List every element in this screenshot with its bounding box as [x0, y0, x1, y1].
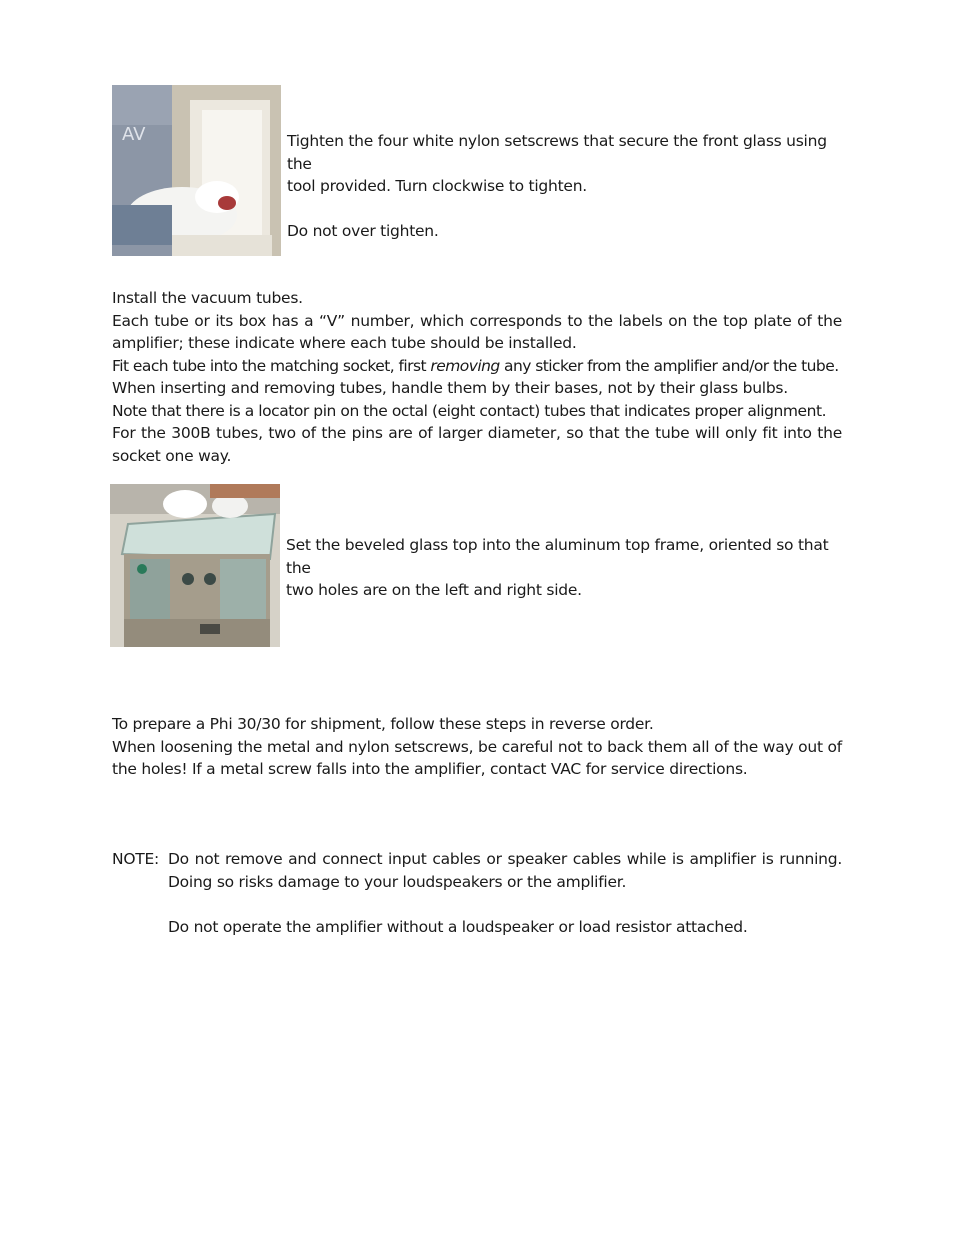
tubes-paragraph-locator-pin: Note that there is a locator pin on the octal (eight contact) tubes that indicates proper alignment.: [112, 401, 827, 420]
tubes-paragraph-fit: [112, 355, 842, 378]
tubes-paragraph-handling: When inserting and removing tubes, handle them by their bases, not by their glass bulbs.: [112, 379, 788, 397]
photo-illustration-1: [112, 85, 281, 256]
photo-illustration-2: [110, 484, 280, 647]
setscrew-instruction-line-1: Tighten the four white nylon setscrews that secure the front glass using the: [287, 132, 827, 173]
setscrew-caution-paragraph: When loosening the metal and nylon setscrews, be careful not to back them all of the way out of the holes! If a metal screw falls into the amplifier, contact VAC for service directions.: [112, 737, 842, 778]
tubes-paragraph-v-number: Each tube or its box has a “V” number, which corresponds to the labels on the top plate of the amplifier; these indicate where each tube should be installed.: [112, 311, 842, 352]
tubes-paragraph-300b: For the 300B tubes, two of the pins are of larger diameter, so that the tube will only fit into the socket one way.: [112, 424, 842, 465]
svg-text:AV: AV: [122, 124, 146, 145]
setscrew-instruction-line-2: tool provided. Turn clockwise to tighten.: [287, 177, 587, 195]
tubes-heading: Install the vacuum tubes.: [112, 289, 303, 307]
tubes-fit-text-b: any sticker from the amplifier and/or the tube.: [499, 356, 839, 375]
tubes-fit-text-a: Fit each tube into the matching socket, first: [112, 356, 431, 375]
glass-top-instruction-line-1: Set the beveled glass top into the aluminum top frame, oriented so that the: [286, 536, 829, 577]
shipment-paragraph: To prepare a Phi 30/30 for shipment, follow these steps in reverse order.: [112, 715, 654, 733]
beveled-glass-top-photo: [110, 484, 280, 647]
note-load-warning: Do not operate the amplifier without a loudspeaker or load resistor attached.: [168, 917, 748, 936]
note-label: NOTE:: [112, 850, 160, 868]
tubes-fit-emphasis: removing: [430, 356, 500, 375]
setscrew-warning: Do not over tighten.: [287, 222, 439, 240]
note-cables-warning: Do not remove and connect input cables or speaker cables while is amplifier is running. Doing so risks damage to your loudspeakers or the amplifier.: [168, 850, 842, 891]
glass-top-instruction-line-2: two holes are on the left and right side.: [286, 581, 582, 599]
gloved-hand-tightening-setscrew-photo: [112, 85, 281, 256]
